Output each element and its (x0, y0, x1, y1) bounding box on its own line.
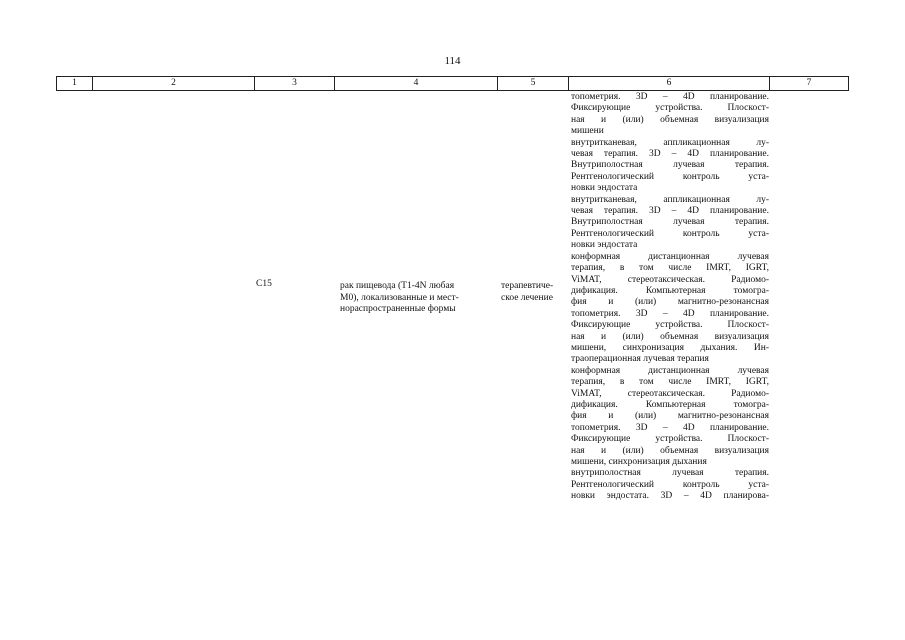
treatment-cell (501, 281, 569, 304)
method-line: конформная дистанционная лучевая (571, 365, 769, 376)
method-line: Рентгенологический контроль уста- (571, 479, 769, 490)
method-line: чевая терапия. 3D – 4D планирование. (571, 149, 769, 160)
column-header-3: 3 (255, 77, 335, 90)
method-line: Внутриполостная лучевая терапия. (571, 217, 769, 228)
diagnosis-line: нораспространенные формы (340, 304, 456, 315)
diagnosis-cell (340, 281, 500, 316)
treatment-line: терапевтиче- (501, 281, 554, 291)
column-header-1: 1 (57, 77, 93, 90)
method-line: конформная дистанционная лучевая (571, 251, 769, 262)
method-line: внутритканевая, аппликационная лу- (571, 194, 769, 205)
method-line: мишени, синхронизация дыхания. Ин- (571, 342, 769, 353)
method-line: терапия, в том числе IMRT, IGRT, (571, 263, 769, 274)
method-line: мишени, синхронизация дыхания (571, 457, 707, 467)
table-header-row (56, 76, 849, 91)
method-line: Фиксирующие устройства. Плоскост- (571, 434, 769, 445)
method-line: топометрия. 3D – 4D планирование. (571, 422, 769, 433)
method-cell (571, 92, 769, 503)
method-line: ViMAT, стереотаксическая. Радиомо- (571, 274, 769, 285)
method-line: мишени (571, 126, 604, 137)
method-line: внутритканевая, аппликационная лу- (571, 137, 769, 148)
diagnosis-line: рак пищевода (T1-4N любая (340, 281, 455, 291)
method-line: ViMAT, стереотаксическая. Радиомо- (571, 388, 769, 399)
column-header-7: 7 (806, 78, 812, 88)
method-line: чевая терапия. 3D – 4D планирование. (571, 206, 769, 217)
method-line: Рентгенологический контроль уста- (571, 228, 769, 239)
method-line: внутриполостная лучевая терапия. (571, 468, 769, 479)
code-cell: C15 (256, 279, 272, 289)
diagnosis-line: M0), локализованные и мест- (340, 292, 459, 303)
column-header-4: 4 (335, 77, 498, 90)
method-line: дификация. Компьютерная томогра- (571, 285, 769, 296)
method-line: Внутриполостная лучевая терапия. (571, 160, 769, 171)
column-header-6: 6 (569, 77, 770, 90)
page-number: 114 (444, 55, 461, 67)
method-line: топометрия. 3D – 4D планирование. (571, 308, 769, 319)
column-header-2: 2 (93, 77, 255, 90)
method-line: новки эндостата (571, 183, 638, 194)
method-line: ная и (или) объемная визуализация (571, 445, 769, 456)
treatment-line: ское лечение (501, 292, 553, 303)
method-line: дификация. Компьютерная томогра- (571, 399, 769, 410)
method-line: новки эндостата (571, 240, 638, 251)
method-line: топометрия. 3D – 4D планирование. (571, 92, 769, 102)
method-line: фия и (или) магнитно-резонансная (571, 411, 769, 422)
column-header-5: 5 (498, 77, 569, 90)
method-line: ная и (или) объемная визуализация (571, 331, 769, 342)
method-line: новки эндостата. 3D – 4D планирова- (571, 491, 769, 502)
method-line: Фиксирующие устройства. Плоскост- (571, 103, 769, 114)
method-line: ная и (или) объемная визуализация (571, 114, 769, 125)
method-line: терапия, в том числе IMRT, IGRT, (571, 377, 769, 388)
method-line: траоперационная лучевая терапия (571, 354, 709, 365)
method-line: Рентгенологический контроль уста- (571, 171, 769, 182)
method-line: фия и (или) магнитно-резонансная (571, 297, 769, 308)
method-line: Фиксирующие устройства. Плоскост- (571, 320, 769, 331)
